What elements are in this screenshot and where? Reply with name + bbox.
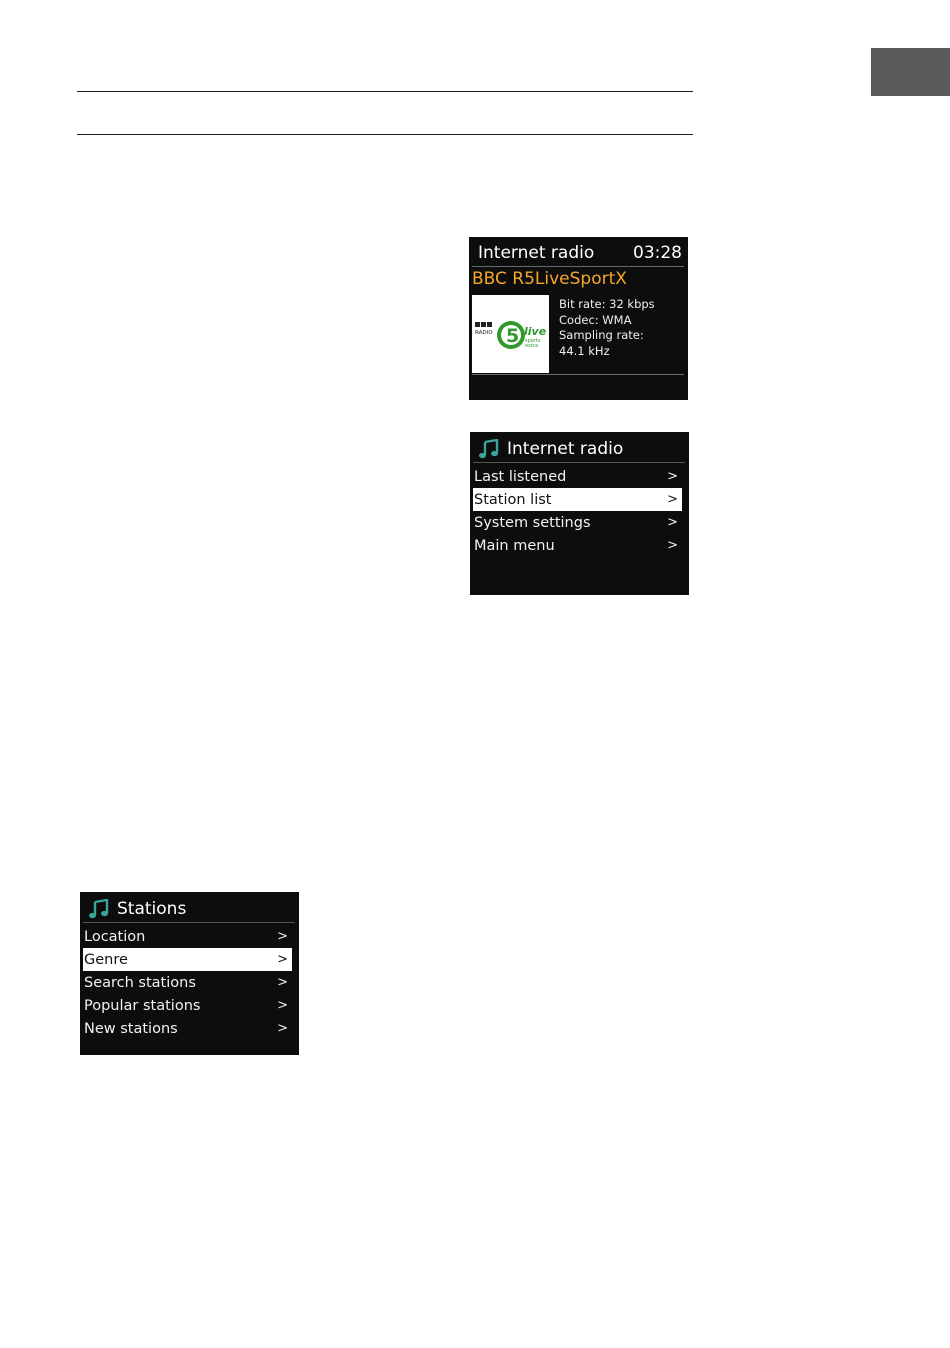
chevron-right-icon: >	[667, 538, 678, 553]
sampling-label: Sampling rate:	[559, 328, 644, 342]
menu-item-label: Last listened	[474, 468, 567, 485]
menu-item-location[interactable]	[83, 925, 292, 948]
second-rule	[77, 134, 693, 135]
station-logo	[472, 295, 549, 373]
logo-number: 5	[506, 325, 520, 347]
header-divider	[472, 266, 684, 267]
chevron-right-icon: >	[277, 929, 288, 944]
footer-divider	[472, 374, 684, 375]
menu-item-label: Popular stations	[84, 997, 201, 1014]
menu-item-label: Location	[84, 928, 146, 945]
menu-item-label: Search stations	[84, 974, 196, 991]
menu-item-popular-stations[interactable]	[83, 994, 292, 1017]
stream-info	[559, 297, 655, 359]
menu-item-system-settings[interactable]	[473, 511, 682, 534]
chevron-right-icon: >	[277, 1021, 288, 1036]
logo-sub1: sports	[525, 338, 541, 344]
menu-item-label: New stations	[84, 1020, 178, 1037]
now-playing-time: 03:28	[633, 243, 682, 263]
menu-header	[470, 436, 689, 462]
menu-header	[80, 896, 299, 922]
header-divider	[83, 922, 295, 923]
now-playing-screen	[469, 237, 688, 400]
page-corner-tab	[871, 48, 950, 96]
top-rule	[77, 91, 693, 92]
menu-item-station-list[interactable]	[473, 488, 682, 511]
station-name: BBC R5LiveSportX	[472, 269, 627, 289]
header-divider	[473, 462, 685, 463]
now-playing-title: Internet radio	[478, 243, 595, 263]
chevron-right-icon: >	[277, 998, 288, 1013]
chevron-right-icon: >	[277, 975, 288, 990]
menu-item-main-menu[interactable]	[473, 534, 682, 557]
menu-item-genre[interactable]	[83, 948, 292, 971]
menu-list	[83, 925, 292, 1040]
chevron-right-icon: >	[667, 492, 678, 507]
logo-word: live	[524, 325, 547, 338]
sampling-value: 44.1 kHz	[559, 343, 610, 358]
menu-title: Internet radio	[507, 439, 624, 459]
menu-item-label: Station list	[474, 491, 552, 508]
bbc-5live-logo-icon	[472, 295, 549, 373]
menu-item-new-stations[interactable]	[83, 1017, 292, 1040]
music-note-icon	[88, 899, 110, 919]
bitrate-text: Bit rate: 32 kbps	[559, 297, 655, 311]
chevron-right-icon: >	[277, 952, 288, 967]
now-playing-header	[478, 242, 682, 264]
logo-radio-text: RADIO	[475, 330, 493, 336]
menu-item-search-stations[interactable]	[83, 971, 292, 994]
menu-item-last-listened[interactable]	[473, 465, 682, 488]
stations-menu-screen	[80, 892, 299, 1055]
menu-title: Stations	[117, 899, 187, 919]
chevron-right-icon: >	[667, 515, 678, 530]
menu-list	[473, 465, 682, 557]
logo-sub2: extra	[525, 343, 539, 349]
internet-radio-menu-screen	[470, 432, 689, 595]
codec-text: Codec: WMA	[559, 312, 632, 327]
music-note-icon	[478, 439, 500, 459]
menu-item-label: Genre	[84, 951, 128, 968]
menu-item-label: Main menu	[474, 537, 555, 554]
chevron-right-icon: >	[667, 469, 678, 484]
menu-item-label: System settings	[474, 514, 591, 531]
